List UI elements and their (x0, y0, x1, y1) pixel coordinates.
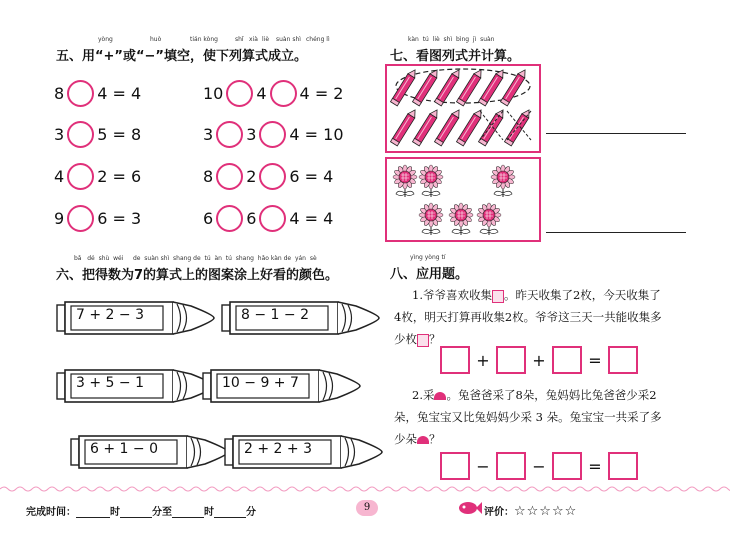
stamp-icon (492, 290, 504, 303)
operator: − (532, 456, 546, 476)
operator: = (588, 350, 602, 370)
crayon-expr-1: 7 + 2 − 3 (76, 307, 144, 323)
answer-box[interactable] (440, 346, 470, 374)
s5-num: 4 = 2 (299, 84, 344, 103)
s5-left-row2 (54, 121, 141, 148)
answer-box[interactable] (440, 452, 470, 480)
s5-num: 4 = 10 (289, 125, 344, 144)
operator: = (588, 456, 602, 476)
s5-num: 4 (256, 84, 267, 103)
s5-num: 3 (203, 125, 214, 144)
s5-num: 6 (203, 209, 214, 228)
q2-line: 2.采 (412, 388, 435, 402)
q2-line: ？ (429, 432, 441, 446)
answer-circle[interactable] (67, 163, 94, 190)
operator: + (532, 350, 546, 370)
pinyin-xia: xià (249, 36, 258, 43)
pinyin: tú (225, 255, 232, 262)
pinyin-tiankong: tián kòng (190, 36, 218, 43)
crayon-expr-3: 3 + 5 − 1 (76, 375, 144, 391)
pinyin: de (132, 255, 141, 262)
answer-circle[interactable] (67, 80, 94, 107)
answer-circle[interactable] (216, 163, 243, 190)
section6-title: 六、把得数为7的算式上的图案涂上好看的颜色。 (56, 268, 339, 283)
answer-circle[interactable] (259, 205, 286, 232)
answer-line[interactable] (546, 232, 686, 233)
crayon-expr-6: 2 + 2 + 3 (244, 441, 312, 457)
q2-line: 少朵 (394, 432, 417, 446)
pinyin-row-8: yìng yòng tí (410, 254, 446, 261)
pinyin: tú (422, 36, 429, 43)
pinyin-suanshi: suàn shì (276, 36, 301, 43)
pinyin-row-7 (408, 36, 494, 43)
s5-num: 3 (246, 125, 257, 144)
operator: − (476, 456, 490, 476)
answer-box[interactable] (496, 346, 526, 374)
pinyin: kàn (408, 36, 419, 43)
pinyin: tú (204, 255, 211, 262)
q2-equation (440, 452, 638, 480)
answer-box[interactable] (608, 346, 638, 374)
pinyin: hǎo kàn de (257, 255, 292, 262)
s5-left-row4 (54, 205, 141, 232)
crayon-expr-4: 10 − 9 + 7 (222, 375, 299, 391)
pinyin: yán (294, 255, 306, 262)
answer-circle[interactable] (216, 121, 243, 148)
q1-text (412, 284, 712, 306)
pinyin: liè (432, 36, 440, 43)
blank[interactable] (76, 517, 110, 518)
q1-line: 1.爷爷喜欢收集 (412, 288, 492, 302)
section7-title: 七、看图列式并计算。 (390, 49, 521, 64)
q1-line: 少枚 (394, 332, 417, 346)
pinyin: dé (87, 255, 95, 262)
q1-line: 。昨天收集了2枚，今天收集了 (503, 288, 661, 302)
time-label: 完成时间： (26, 507, 76, 518)
pinyin: bìng (455, 36, 470, 43)
pencils-picture (385, 64, 541, 153)
page-number: 9 (356, 500, 378, 516)
crayon-5[interactable] (70, 435, 230, 469)
crayon-3[interactable] (56, 369, 216, 403)
completion-time (26, 503, 256, 518)
fish-icon (458, 500, 482, 516)
crayon-expr-5: 6 + 1 − 0 (90, 441, 158, 457)
pinyin: suàn shì (144, 255, 170, 262)
s5-num: 4 = 4 (289, 209, 334, 228)
crayon-2[interactable] (221, 301, 381, 335)
s5-num: 6 = 4 (289, 167, 334, 186)
answer-line[interactable] (546, 133, 686, 134)
s5-num: 5 = 8 (97, 125, 142, 144)
answer-box[interactable] (552, 452, 582, 480)
s5-num: 3 (54, 125, 65, 144)
hour-label: 时 (110, 507, 120, 518)
blank[interactable] (120, 517, 152, 518)
answer-box[interactable] (552, 346, 582, 374)
s5-left-row3 (54, 163, 141, 190)
q2-text-2: 朵，兔宝宝又比兔妈妈少采 3 朵。兔宝宝一共采了多 (394, 410, 662, 424)
s5-right-row2 (203, 121, 344, 148)
q2-line: 。兔爸爸采了8朵，兔妈妈比兔爸爸少采2 (446, 388, 657, 402)
answer-circle[interactable] (67, 121, 94, 148)
pinyin-shi: shǐ (235, 36, 244, 43)
evaluation (484, 503, 577, 519)
pinyin: jì (472, 36, 477, 43)
blank[interactable] (172, 517, 204, 518)
pinyin-huo: huò (150, 36, 162, 43)
pinyin: shang de (173, 255, 201, 262)
crayon-4[interactable] (202, 369, 362, 403)
s5-num: 8 (203, 167, 214, 186)
q2-text-3 (394, 428, 441, 450)
flowers-picture (385, 157, 541, 242)
answer-circle[interactable] (270, 80, 297, 107)
answer-box[interactable] (608, 452, 638, 480)
answer-box[interactable] (496, 452, 526, 480)
s5-num: 6 = 3 (97, 209, 142, 228)
pinyin-lie: liè (262, 36, 270, 43)
s5-left-row1 (54, 80, 141, 107)
s5-num: 2 = 6 (97, 167, 142, 186)
q2-text (412, 384, 712, 406)
q1-line: ？ (429, 332, 441, 346)
q1-equation (440, 346, 638, 374)
mushroom-icon (434, 392, 446, 400)
pinyin-chengli: chéng lì (306, 36, 330, 43)
pinyin-yong: yòng (98, 36, 113, 43)
s5-num: 6 (246, 209, 257, 228)
s5-num: 2 (246, 167, 257, 186)
crayon-6[interactable] (224, 435, 384, 469)
answer-circle[interactable] (67, 205, 94, 232)
s5-num: 9 (54, 209, 65, 228)
footer-wave-divider (0, 484, 730, 494)
crayon-expr-2: 8 − 1 − 2 (241, 307, 309, 323)
blank[interactable] (214, 517, 246, 518)
section5-title: 五、用“+”或“−”填空，使下列算式成立。 (56, 49, 307, 64)
mushroom-icon (417, 436, 429, 444)
s5-right-row4 (203, 205, 333, 232)
pinyin-row-6 (74, 255, 317, 262)
s5-num: 4 = 4 (97, 84, 142, 103)
s5-num: 4 (54, 167, 65, 186)
answer-circle[interactable] (259, 163, 286, 190)
s5-num: 8 (54, 84, 65, 103)
pinyin: àn (214, 255, 222, 262)
star-rating[interactable]: ☆☆☆☆☆ (514, 504, 578, 519)
pinyin: shù (98, 255, 110, 262)
section8-title: 八、应用题。 (390, 267, 469, 282)
stamp-icon (417, 334, 429, 347)
answer-circle[interactable] (226, 80, 253, 107)
evaluation-label: 评价： (484, 507, 514, 518)
answer-circle[interactable] (216, 205, 243, 232)
pinyin: shì (443, 36, 453, 43)
pinyin: sè (309, 255, 317, 262)
hour-label: 时 (204, 507, 214, 518)
q1-text-3 (394, 328, 441, 350)
minute-label: 分至 (152, 507, 172, 518)
pinyin: suàn (480, 36, 495, 43)
s5-right-row1 (203, 80, 343, 107)
s5-right-row3 (203, 163, 333, 190)
pinyin: shang (235, 255, 254, 262)
pinyin: wéi (113, 255, 124, 262)
s5-num: 10 (203, 84, 224, 103)
q1-text-2: 4枚，明天打算再收集2枚。爷爷这三天一共能收集多 (394, 310, 662, 324)
crayon-1[interactable] (56, 301, 216, 335)
answer-circle[interactable] (259, 121, 286, 148)
operator: + (476, 350, 490, 370)
minute-label: 分 (246, 507, 256, 518)
pinyin: bǎ (74, 255, 82, 262)
